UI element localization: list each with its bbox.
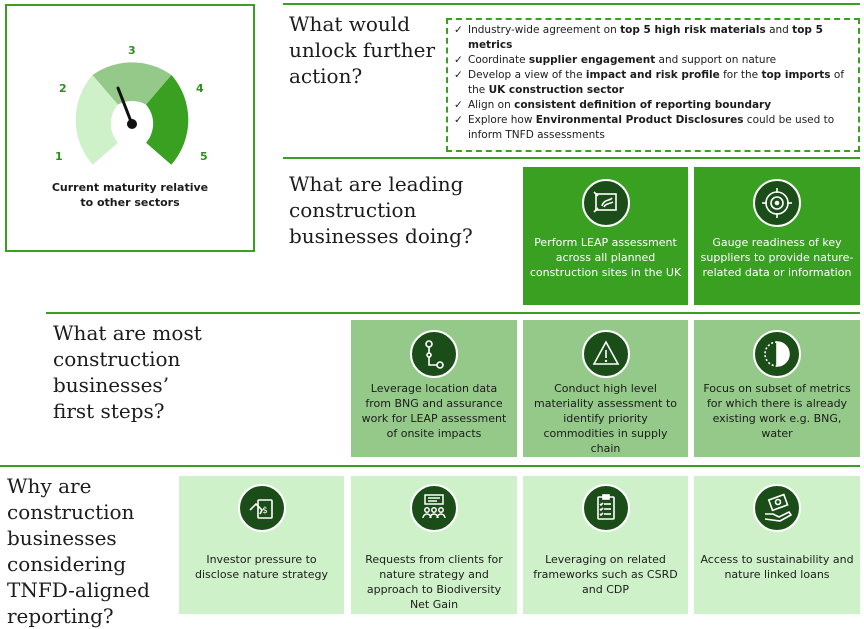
unlock-item-text: and [765,24,793,36]
unlock-heading [289,11,435,89]
gauge-label-1: 1 [55,150,63,163]
leading-heading [289,171,473,249]
route-icon [410,330,458,378]
first-steps-card-materiality [523,320,688,457]
loan-icon [753,484,801,532]
unlock-item-text: of the [468,69,845,96]
card-text: Gauge readiness of key suppliers to provide nature-related data or information [700,236,854,279]
why-card-clients [351,476,517,614]
maturity-gauge-card [5,4,255,252]
check-icon: ✓ [454,54,463,66]
heading-line: reporting? [7,604,114,628]
leading-card-suppliers [694,167,860,305]
heading-line: Why are [7,474,92,498]
gauge-caption-line1: Current maturity relative [51,181,209,194]
heading-line: What are leading [289,172,464,196]
card-text: Conduct high level materiality assessment to identify priority commodities in supply chain [533,382,678,455]
map-icon [582,179,630,227]
check-icon: ✓ [454,69,463,81]
unlock-item [454,53,852,68]
unlock-item-text: Develop a view of the [468,69,586,81]
target-icon [753,179,801,227]
card-text: Focus on subset of metrics for which there is already existing work e.g. BNG, water [703,382,851,440]
unlock-item-text: could be used to inform TNFD assessments [468,114,835,141]
gauge-label-2: 2 [59,82,67,95]
heading-line: What would [289,12,410,36]
gauge-caption [7,180,253,210]
unlock-checklist [446,18,860,152]
clients-icon [410,484,458,532]
heading-line: construction [7,500,135,524]
maturity-gauge [7,6,253,176]
unlock-item-bold-text: impact and risk profile [585,69,720,81]
divider-why [0,465,860,467]
divider-first-steps [46,312,860,314]
unlock-item-bold-text: Environmental Product Disclosures [535,114,744,126]
heading-line: What are most [53,321,202,345]
heading-line: construction [53,347,181,371]
why-heading [7,473,150,629]
unlock-item-bold-text: top 5 high risk materials [620,24,766,36]
first-steps-heading [53,320,202,424]
heading-line: considering [7,552,127,576]
heading-line: TNFD-aligned [7,578,150,602]
gauge-hub [127,119,137,129]
check-icon: ✓ [454,114,463,126]
heading-line: businesses’ [53,373,170,397]
unlock-item-bold-text: supplier engagement [528,54,656,66]
unlock-item-text: Explore how [468,114,536,126]
heading-line: action? [289,64,363,88]
first-steps-card-metrics [694,320,860,457]
svg-text:$: $ [261,506,268,516]
unlock-item-text: Align on [468,99,515,111]
why-card-loans [694,476,860,614]
unlock-item-bold-text: consistent definition of reporting boundary [514,99,772,111]
heading-line: construction [289,198,417,222]
unlock-list [454,23,852,143]
heading-line: businesses [7,526,117,550]
card-text: Leveraging on related frameworks such as CSRD and CDP [533,553,678,596]
heading-line: businesses doing? [289,224,473,248]
heading-line: unlock further [289,38,436,62]
check-icon: ✓ [454,24,463,36]
first-steps-card-location [351,320,517,457]
card-text: Leverage location data from BNG and assurance work for LEAP assessment of onsite impacts [361,382,507,440]
unlock-item-bold-text: top imports [761,69,831,81]
half-circle-icon [753,330,801,378]
unlock-item [454,98,852,113]
unlock-item [454,23,852,53]
warning-icon [582,330,630,378]
why-card-investor [179,476,344,614]
card-text: Access to sustainability and nature linked loans [700,553,854,581]
unlock-item-text: for the [719,69,762,81]
unlock-item-bold-text: top 5 metrics [468,24,823,51]
unlock-item-text: Coordinate [468,54,529,66]
unlock-item-text: and support on nature [655,54,777,66]
heading-line: first steps? [53,399,165,423]
gauge-label-5: 5 [200,150,208,163]
gauge-caption-line2: to other sectors [80,196,180,209]
divider-top [283,3,860,5]
clipboard-icon [582,484,630,532]
gauge-label-4: 4 [196,82,204,95]
unlock-item-text: Industry-wide agreement on [468,24,621,36]
leading-card-leap [523,167,688,305]
card-text: Perform LEAP assessment across all planned construction sites in the UK [529,236,682,279]
unlock-item [454,113,852,143]
unlock-item [454,68,852,98]
divider-leading [283,157,860,159]
gauge-label-3: 3 [128,44,136,57]
unlock-item-bold-text: UK construction sector [488,84,624,96]
investor-icon [238,484,286,532]
card-text: Requests from clients for nature strategy and approach to Biodiversity Net Gain [365,553,503,611]
card-text: Investor pressure to disclose nature strategy [194,553,329,581]
why-card-frameworks [523,476,688,614]
check-icon: ✓ [454,99,463,111]
